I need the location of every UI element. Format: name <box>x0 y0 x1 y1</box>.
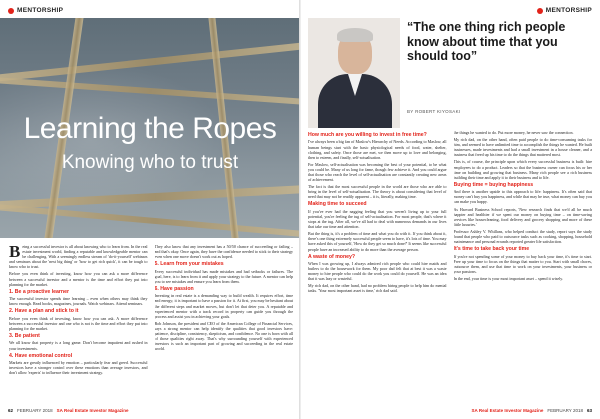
subheading: 4. Have emotional control <box>9 352 73 359</box>
paragraph: The fact is that the most successful people in the world are those who are able to bring in the level of self-actualisation. The theory is about considering that level of need that may not be readily apparent – it is, literally, making time. <box>308 184 447 200</box>
paragraph: The successful investor spends time learning – even when others may think they know enough. Read books, magazines, journals. Watch webinars. Attend seminars. <box>9 296 148 307</box>
paragraph: We all know that property is a long game. Don't become impatient and rushed in your investments. <box>9 340 148 351</box>
subheading: 2. Have a plan and stick to it <box>9 308 79 315</box>
left-footer <box>8 408 128 413</box>
author-portrait <box>308 18 400 128</box>
paragraph: If you're not spending some of your money to buy back your time, it's time to start. Free up your time to focus on the things that matter to you. Start with small chores, outsource them, and use that time to work on your investments, your business or your passions. <box>453 253 592 274</box>
footer-date: FEBRUARY 2018 <box>547 408 583 413</box>
subheading: 1. Be a proactive learner <box>9 288 69 295</box>
byline: BY ROBERT KIYOSAKI <box>407 109 461 114</box>
section-tab <box>537 7 592 14</box>
page-number: 62 <box>8 408 14 413</box>
article-title: Learning the Ropes <box>23 112 277 145</box>
subheading: 6. Have passion <box>154 285 194 292</box>
drop-cap: B <box>9 244 21 261</box>
paragraph: As Harvard Business School reports, 'New research finds that we'd all be much happier and healthier if we spent our money on buying time – on time-saving services like housecleaning, food delivery and grocery shopping and more of these little luxuries.' <box>453 206 592 227</box>
lead-text: eing a successful investor is all about knowing who to learn from. In the real estate investment world, finding a reputable and knowledgeable mentor can be challenging. With a seemingly endless stream of 'do-it-yourself' webinars and seminars about the 'next big thing' or 'how to get rich quick', it can be tough to know who to trust. <box>9 244 148 270</box>
section-label: MENTORSHIP <box>17 7 64 14</box>
subheading: How much are you willing to invest in free time? <box>308 132 427 138</box>
paragraph: And there is another upside to this approach to life: happiness. It's often said that money can't buy you happiness, and while that may be true, what money can buy you can make you happy. <box>453 189 592 205</box>
subheading: Buying time = buying happiness <box>453 181 534 188</box>
paragraph: In the end, your time is your most important asset – spend it wisely. <box>453 275 564 281</box>
headline-quote: “The one thing rich people know about time that you should too” <box>407 20 566 63</box>
paragraph: I've always been a big fan of Maslow's Hierarchy of Needs. According to Maslow, all human beings start with the basic physiological needs of food, water, shelter, clothing, and safety. Once those are met, we then move up to love and belonging, then to esteem, and finally, self-actualisation. <box>308 139 447 160</box>
paragraph: Bob Johnson, the president and CEO of the American College of Financial Services, says a strong mentor can help identify the qualities that good investors have: patience, discipline, consistency, skepticism, and confidence. No one is born with all of those qualities right away. That's why surrounding yourself with experienced investors is such an important part of growing and succeeding in the real estate world. <box>154 320 293 352</box>
section-dot-icon <box>537 8 543 14</box>
article-subtitle: Knowing who to trust <box>61 152 239 173</box>
right-column-2 <box>454 130 593 402</box>
paragraph: Investing in real estate is a demanding way to build wealth. It requires effort, time and energy; it is important to have a passion for it. At first, you may be hesitant about the different steps and market moves, but don't let that deter you. A reputable and experienced mentor with a track record in property can guide you through the process and assist you in achieving your goals. <box>154 293 293 319</box>
subheading: 5. Learn from your mistakes <box>154 261 224 268</box>
section-dot-icon <box>8 8 14 14</box>
right-footer <box>472 408 592 413</box>
paragraph: Professor Ashley V. Whillans, who helped conduct the study, report says the study found that people who paid to outsource tasks such as cooking, shopping, household maintenance and personal errands reported greater life satisfaction. <box>453 228 592 245</box>
section-label: MENTORSHIP <box>545 7 592 14</box>
paragraph: the things he wanted to do. Put more money, he never saw the connection. <box>453 130 574 135</box>
paragraph: They also know that any investment has a 50/50 chance of succeeding or failing – and that's okay. Once again, they have the confidence needed to stick to their strategy even when one move doesn't work out as hoped. <box>154 244 293 260</box>
right-page <box>300 0 600 419</box>
paragraph: Before you even think of investing, know how you can ask a more difference between a successful investor and a mentor is the time and effort they put into planning for the market. <box>9 271 148 287</box>
section-tab <box>8 7 63 14</box>
paragraph: But the thing is, it's a problem of time and what you do with it. If you think about it, there's one thing extremely successful people seem to have, it's lots of time. You may have asked this of yourself, 'How do they get so much done?' It seems like successful people have an increased ability to do more than the average person. <box>308 231 447 252</box>
paragraph: My rich dad, on the other hand, had no problem hiring people to help him do menial tasks. 'Your most important asset is time,' rich dad said. <box>308 283 447 294</box>
portrait-hair <box>337 28 373 42</box>
left-column-2 <box>155 244 294 402</box>
rope-image <box>0 184 300 209</box>
left-body-columns <box>9 244 293 402</box>
footer-date: FEBRUARY 2018 <box>17 408 53 413</box>
paragraph: If you've ever had the nagging feeling that you weren't living up to your full potential, you're feeling the tug of self-actualisation. For most people, that's where it stops at the tug. After all, we've all had to deal with numerous demands in our lives that take our time and attention. <box>308 208 447 230</box>
subheading: A waste of money? <box>308 253 356 260</box>
paragraph <box>9 244 148 269</box>
left-column-1 <box>9 244 148 402</box>
paragraph: My rich dad, on the other hand, often paid people to do time-consuming tasks for him, and seemed to have unlimited time to accomplish the things he wanted. He built businesses, made investments and had a small investment in a house cleaner, and a business that freed up his time to do the things that mattered most. <box>453 137 592 158</box>
paragraph: Every successful individual has made mistakes and had setbacks or failures. The goal, here, is to learn from it and apply your strategy to the future. A mentor can help you to see mistakes and ensure you learn from them. <box>154 268 293 284</box>
subheading: It's time to take back your time <box>453 246 530 253</box>
subheading: 3. Be patient <box>9 333 40 340</box>
page-number: 63 <box>586 408 592 413</box>
footer-magazine: SA Real Estate Investor Magazine <box>56 408 129 413</box>
rope-image <box>0 41 300 82</box>
hero-photo <box>0 18 300 238</box>
right-column-1 <box>308 130 447 402</box>
footer-magazine: SA Real Estate Investor Magazine <box>471 408 544 413</box>
page-gutter <box>299 0 301 419</box>
paragraph: This is, of course, the principle upon which every successful business is built: hire employees to do a product. Leaders so that the business owner can focus his or her time on building and growing that business. Many rich people see a rich business building their time and apply it to their business and to life. <box>453 159 592 180</box>
paragraph: When I was growing up, I always admired rich people who could hire maids and butlers to do the housework for them. My poor dad felt that at best it was a waste money to hire people who could do the work you could do yourself. He was an idea that it was lazy or wasteful. <box>308 261 447 282</box>
rope-image <box>0 76 300 106</box>
right-body-columns <box>308 130 592 402</box>
paragraph: For Maslow, self-actualisation was becoming the best of your potential, to be what you could be. Many of us long for fame, though few achieve it. And you could argue that those who reach the level of self-actualisation are constantly creating new areas of achievement. <box>308 161 447 183</box>
paragraph: Markets are greatly influenced by emotion – particularly fear and greed. Successful investors have a stronger control over these emotions than average investors, and don't allow 'experts' to influence their investment strategy. <box>9 360 148 376</box>
subheading: Making time to succeed <box>308 201 367 208</box>
paragraph: Before you even think of investing, know how you can ask. A more difference between a successful investor and one who is not is the time and effort they put into planning for the market. <box>9 315 148 331</box>
